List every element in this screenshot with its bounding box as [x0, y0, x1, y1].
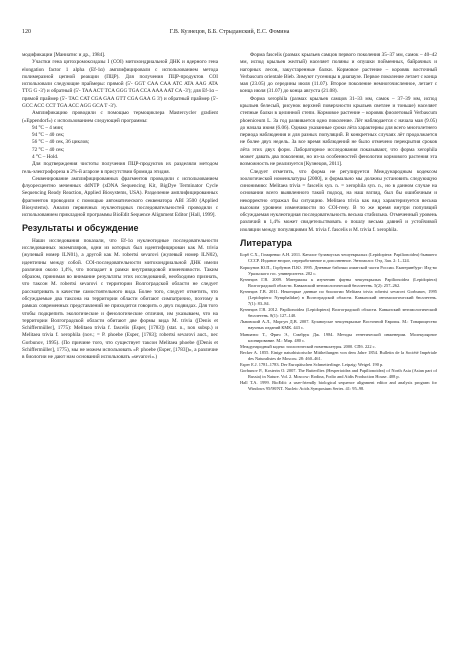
paragraph: Участки гена цитохромоксидазы I (COI) митохондриальной ДНК и ядерного гена elongation factor 1 alpha (Ef-1α) амплифицировали с использованием метода полимеразной цепной реакции (ПЦР). Для получения ПЦР-продуктов COI использовали следующие праймеры: прямой (5'- GGT CAA CAA ATC ATA AAG ATA TTG G -3') и обратный (5'- TAA ACT TCA GGG TGA CCA AAA AAT CA -3'); для Ef-1α – прямой праймер (5'- TAC CAT CGA GAA GTT CGA GAA G 3') и обратный праймер (5'- GCC ACC CCT TGA ACC AGG GCA T -3'). — [22, 59, 218, 109]
running-header — [22, 29, 437, 43]
reference-item: Кузнецов Г.В. 2012. Papilionoidea (Lepidoptera) Волгоградской области. Кавказский энтомологический бюллетень. 8(1): 127–140. — [240, 307, 437, 319]
program-step: 94 °C – 4 мин; — [32, 124, 64, 131]
program-step: 56 °C – 40 сек, 36 циклов; — [32, 139, 90, 146]
paragraph: модификации [Маниатис и др., 1984]. — [22, 52, 106, 58]
reference-item: Becker A. 1855. Einige naturhistorische Mittheilungen von dem Jahre 1854. Bulletin de la Société Impériale des Naturalistes de Moscou. 28: 460–461. — [240, 349, 437, 361]
reference-item: Борб С.Х., Гомаренко А.Н. 2011. Каталог булавоусых чешуекрылых (Lepidoptera: Papilionoidea) бывшего СССР. Издание второе, переработанное и дополненное. Энтомолог. Отд. Зап. 2: 1–124. — [240, 252, 437, 264]
reference-item: Esper E.J. 1781–1783. Der Europäischen Schmetterlinge. Leipzig: Weigel. 190 p. — [240, 362, 384, 367]
section-heading-references: Литература — [240, 238, 292, 249]
paragraph: Наши исследования показали, что Ef-1α нуклеотидные последовательности исследованных экземпляров, одни из которых был идентифицирован как M. trivia (жулевый номер ILN01), а другой как M. robertsi sevarovi (жулевый номер ILN02), идентичны между собой. COI-последовательности митохондриальной ДНК имели различия около 1,4%, что попадает в рамки внутривидовой изменчивости. Таким образом, принимая во внимание результаты этих исследований, необходимо признать, что таксон M. robertsi sevarovi с территории Волгоградской области не следует рассматривать в качестве самостоятельного вида. Более того, следует отметить, что обсуждаемые два таксона на территории области обитают симпатрично, поэтому в рамках современных представлений не приходится говорить о двух подвидах. Для того чтобы подкрепить экологические и фенологические отличия, им указываем, что на территории Волгоградской области обитают две формы вида M. trivia ([Denis et Schiffermüller], 1775): Melitaea trivia f. fascelis (Esper, [1783]) (stat. n., non subsp.) и Melitaea trivia f. xerophila (nov.; = P. phoebe (Esper, [1783]; robertsi sevarovi auct., nec Gorbunov, 1995). (По причине того, что существует таксон Melitaea phoebe ([Denis et Schiffermüller], 1775), мы не можем использовать «P. phoebe (Esper, [1783])», а различие в биологии не дают нам оснований использовать «sevarovi».) — [22, 237, 218, 361]
reference-item: Кузнецов Г.В. 2009. Материалы к изучению фауны чешуекрылых Papilionoidea (Lepidoptera) Волгоградской области. Кавказский энтомологический бюллетень. 5(2): 257–262. — [240, 276, 437, 288]
paragraph: Амплификацию проводили с помощью термоциклера Mastercycler gradient («Eppendorf») с использованием следующей программы: — [22, 110, 218, 124]
paragraph: Форма xerophila (размах крыльев самцов 31–33 мм, самок – 37–39 мм, испод крыльев белесый, рисунок верхней поверхности крыльев светлее и тоньше) населяет степные балки в целинной степи. Кормовое растение – коровяк фиолетовый Verbascum phoeniceum L. За год развивается одно поколение. Лёт наблюдается с начала мая (9.05) до начала июня (6.06). Однако указанные сроки лёта характерны для всего многолетнего периода наблюдения и для разных популяций. В конкретных случаях лёт продолжается не более двух недель. За все время наблюдений не было отмечено перекрытия сроков лёта этих двух форм. Лабораторное исследования показывают, что форма xerophila может давать два поколения, но из-за особенностей фенологии кормового растения эта возможность не реализуется [Кузнецов, 2011]. — [240, 95, 437, 168]
right-column — [240, 52, 437, 392]
reference-item: Коршунов Ю.П., Горбунов П.Ю. 1995. Дневные бабочки азиатской части России. Екатеринбург: Изд-во Уральского гос. университета. 202 с. — [240, 264, 437, 276]
references-list — [240, 252, 437, 392]
paragraph: Для подтверждения чистоты получения ПЦР-продуктов их разделяли методом гель-электрофореза в 2%-й агарозе в присутствии бромида этидия. — [22, 161, 218, 175]
reference-item: Маниатис Т., Фрич Э., Сэмбрук Дж. 1984. Методы генетической инженерии. Молекулярное клонирование. М.: Мир. 480 с. — [240, 331, 437, 343]
program-step: 94 °C – 40 сек; — [32, 132, 65, 139]
reference-item: Львовский А.Л., Моргун Д.В. 2007. Булавоусые чешуекрылые Восточной Европы. М.: Товарищество научных изданий КМК. 443 с. — [240, 319, 437, 331]
paragraph: Следует отметить, что форма не регулируется Международным кодексом зоологической номенклатуры [2000], и формально мы должны установить следующую синонимию: Melitaea trivia = fascelis syn. n. = xerophila syn. n., но в данном случае на основании всего выявленного такой подход, на наш взгляд, был бы ошибочным и некорректно отражал бы ситуацию. Melitaea trivia как вид характеризуется весьма высоким уровнем изменчивости по COI-гену. В то же время внутри популяций обсуждаемая нуклеотидная последовательность весьма стабильна. Отмеченный уровень различий в 1,4% может свидетельствовать о пошлу весьма давней и устойчивой изоляции между популяциями M. trivia f. fascelis и M. trivia f. xerophila. — [240, 168, 437, 233]
paragraph: Форма fascelis (размах крыльев самцов первого поколения 35–37 мм, самок – 40–42 мм, испод крыльев желтый) населяет поляны и опушки пойменных, байрачных и нагорных лесов, закустаренные балки. Кормовое растение – коровяк восточный Verbascum orientale Bieb. Зимуют гусеницы в диапаузе. Первое поколение летает с конца мая (23.05) до середины июля (11.07). Второе поколение немногочисленное, летает с конца июля (31.07) до конца августа (21.08). — [240, 52, 437, 95]
program-step: 4 °C – Hold. — [32, 153, 59, 160]
section-heading-results: Результаты и обсуждение — [22, 223, 139, 234]
reference-item: Gorbunov P., Kosterin O. 2007. The Butterflies (Hesperioidea and Papilionoidea) of North Asia (Asian part of Russia) in Nature. Vol. 2. Moscow: Rodina, Fodio and Aidis Production House. 408 p. — [240, 368, 437, 380]
reference-item: Hall T.A. 1999. BioEdit: a user-friendly biological sequence alignment editor and analysis program for Windows 95/98/NT. Nucleic Acids Symposium Series. 41: 95–98. — [240, 380, 437, 392]
reference-item: Кузнецов Г.В. 2011. Некоторые данные по биологии Melitaea trivia robertsi sevarovi Gorbunov, 1995 (Lepidoptera: Nymphalidae) в Волгоградской области. Кавказский энтомологический бюллетень. 7(1): 83–84. — [240, 288, 437, 307]
reference-item: Международный кодекс зоологической номенклатуры. 2000. СПб. 222 с. — [240, 343, 376, 349]
paragraph: Секвенирование амплифицированных фрагментов проводили с использованием флуоресцентно меченных ddNTP (xDNA Sequencing Kit, BigDye Terminator Cycle Sequencing Ready Reaction, Applied Biosystems, USA). Разделение амплифицированных фрагментов проводили с помощью автоматического секвенатора ABI 3500 (Applied Biosystems). Анализ первичных нуклеотидных последовательностей проводили с использованием прикладной программы BioEdit Sequence Alignment Editor [Hall, 1999]. — [22, 175, 218, 219]
program-step: 72 °C – 40 сек; — [32, 146, 65, 153]
page-number: 120 — [22, 29, 31, 35]
left-column — [22, 52, 218, 362]
header-authors: Г.В. Кузнецов, Б.Б. Стрыданский, Е.С. Фомина — [169, 29, 290, 35]
